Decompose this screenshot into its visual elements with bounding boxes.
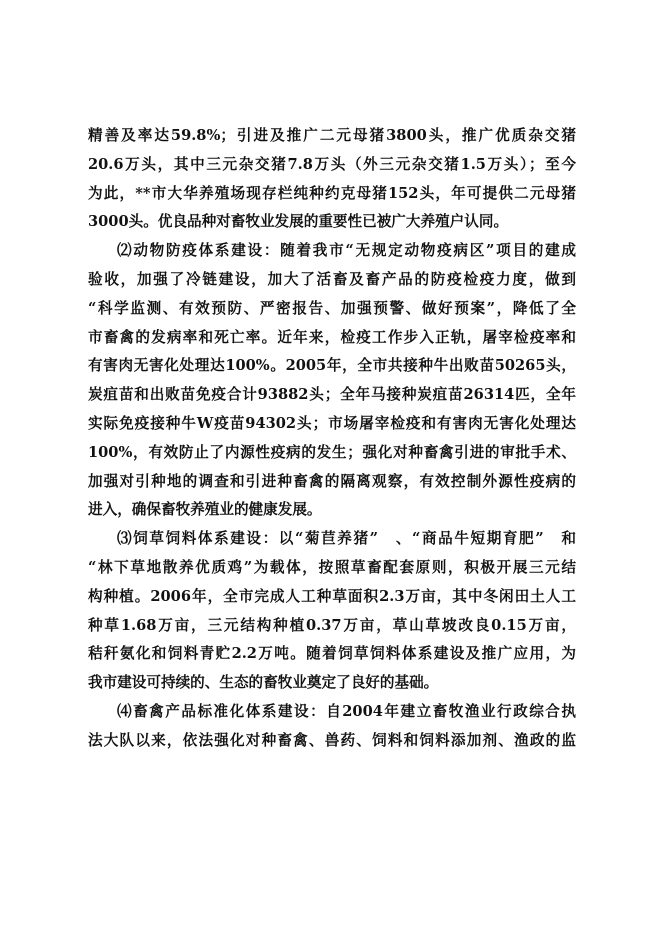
text-line: 3000头。优良品种对畜牧业发展的重要性已被广大养殖户认同。 — [88, 213, 509, 231]
text-line: 进入，确保畜牧养殖业的健康发展。 — [88, 501, 322, 519]
text-line: 实际免疫接种牛W疫苗94302头；市场屠宰检疫和有害肉无害化处理达 — [88, 414, 576, 432]
text-line: 20.6万头，其中三元杂交猪7.8万头（外三元杂交猪1.5万头）；至今 — [88, 155, 576, 173]
paragraph-heading-line: ⑵动物防疫体系建设：随着我市“无规定动物疫病区”项目的建成 — [117, 242, 576, 260]
text-line: 验收，加强了冷链建设，加大了活畜及畜产品的防疫检疫力度，做到 — [88, 270, 576, 288]
body-text — [88, 122, 576, 756]
paragraph-heading-line: ⑶饲草饲料体系建设：以“菊苣养猪” 、“商品牛短期育肥” 和 — [117, 530, 576, 548]
text-line: 100%，有效防止了内源性疫病的发生；强化对种畜禽引进的审批手术、 — [88, 443, 576, 461]
text-line: “科学监测、有效预防、严密报告、加强预警、做好预案”，降低了全 — [88, 299, 576, 317]
text-line: 秸秆氨化和饲料青贮2.2万吨。随着饲草饲料体系建设及推广应用，为 — [88, 645, 576, 663]
text-line: 有害肉无害化处理达100%。2005年，全市共接种牛出败苗50265头， — [88, 357, 576, 375]
text-line: “林下草地散养优质鸡”为载体，按照草畜配套原则，积极开展三元结 — [88, 558, 576, 576]
text-line: 构种植。2006年，全市完成人工种草面积2.3万亩，其中冬闲田土人工 — [88, 587, 576, 605]
paragraph-heading-line: ⑷畜禽产品标准化体系建设：自2004年建立畜牧渔业行政综合执 — [117, 702, 576, 720]
text-line: 为此，**市大华养殖场现存栏纯种约克母猪152头，年可提供二元母猪 — [88, 184, 576, 202]
text-line: 法大队以来，依法强化对种畜禽、兽药、饲料和饲料添加剂、渔政的监 — [88, 731, 576, 749]
text-line: 种草1.68万亩，三元结构种植0.37万亩，草山草坡改良0.15万亩， — [88, 616, 576, 634]
text-line: 市畜禽的发病率和死亡率。近年来，检疫工作步入正轨，屠宰检疫率和 — [88, 328, 576, 346]
text-line: 精善及率达59.8%；引进及推广二元母猪3800头，推广优质杂交猪 — [88, 127, 576, 144]
text-line: 炭疽苗和出败苗免疫合计93882头；全年马接种炭疽苗26314匹，全年 — [88, 386, 576, 404]
text-line: 我市建设可持续的、生态的畜牧业奠定了良好的基础。 — [88, 674, 439, 692]
text-line: 加强对引种地的调查和引进种畜禽的隔离观察，有效控制外源性疫病的 — [88, 472, 576, 490]
